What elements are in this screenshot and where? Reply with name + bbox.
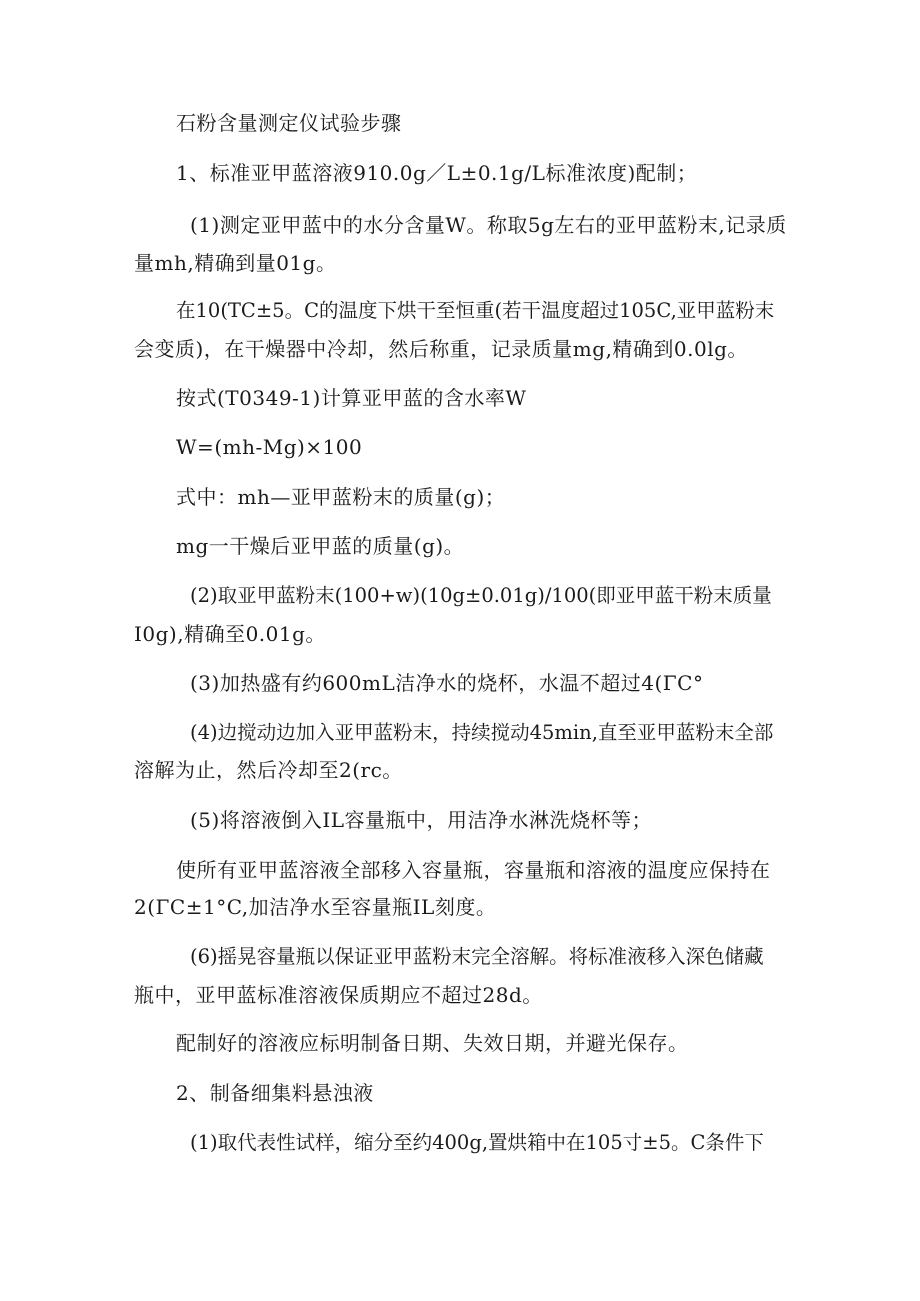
paragraph-line: (5)将溶液倒入IL容量瓶中，用洁净水淋洗烧杯等； [190, 808, 653, 832]
paragraph-line: 量mh,精确到量01g。 [134, 251, 337, 275]
paragraph-line: 按式(T0349-1)计算亚甲蓝的含水率W [176, 386, 527, 410]
paragraph-line: (2)取亚甲蓝粉末(100+w)(10g±0.01g)/100(即亚甲蓝干粉末质量 [190, 584, 772, 607]
formula-line: W=(mh-Mg)×100 [176, 435, 363, 459]
paragraph-line: mg一干燥后亚甲蓝的质量(g)。 [176, 534, 465, 558]
paragraph-line: (1)取代表性试样，缩分至约400g,置烘箱中在105寸±5。C条件下 [190, 1131, 764, 1154]
document-title: 石粉含量测定仪试验步骤 [176, 111, 402, 135]
paragraph-line: 使所有亚甲蓝溶液全部移入容量瓶，容量瓶和溶液的温度应保持在 [176, 858, 771, 882]
paragraph-line: 瓶中，亚甲蓝标准溶液保质期应不超过28d。 [134, 983, 543, 1007]
paragraph-line: (1)测定亚甲蓝中的水分含量W。称取5g左右的亚甲蓝粉末,记录质 [190, 213, 787, 237]
paragraph-line: (6)摇晃容量瓶以保证亚甲蓝粉末完全溶解。将标准液移入深色储藏 [190, 945, 764, 968]
paragraph-line: 溶解为止，然后冷却至2(rc。 [134, 758, 403, 782]
paragraph-line: 在10(TC±5。C的温度下烘干至恒重(若干温度超过105C,亚甲蓝粉末 [176, 299, 775, 322]
paragraph-line: 会变质)，在干燥器中冷却，然后称重，记录质量mg,精确到0.0lg。 [134, 337, 748, 361]
paragraph-line: 2(ΓC±1°C,加洁净水至容量瓶IL刻度。 [134, 895, 497, 919]
paragraph-line: 1、标准亚甲蓝溶液910.0g／L±0.1g/L标准浓度)配制； [176, 161, 698, 185]
paragraph-line: (3)加热盛有约600mL洁净水的烧杯，水温不超过4(ΓC° [190, 671, 704, 695]
section-heading: 2、制备细集料悬浊液 [176, 1081, 374, 1105]
paragraph-line: 式中：mh—亚甲蓝粉末的质量(g)； [176, 485, 506, 509]
paragraph-line: I0g),精确至0.01g。 [134, 622, 326, 646]
paragraph-line: (4)边搅动边加入亚甲蓝粉末，持续搅动45min,直至亚甲蓝粉末全部 [190, 721, 774, 744]
paragraph-line: 配制好的溶液应标明制备日期、失效日期，并避光保存。 [176, 1031, 689, 1055]
